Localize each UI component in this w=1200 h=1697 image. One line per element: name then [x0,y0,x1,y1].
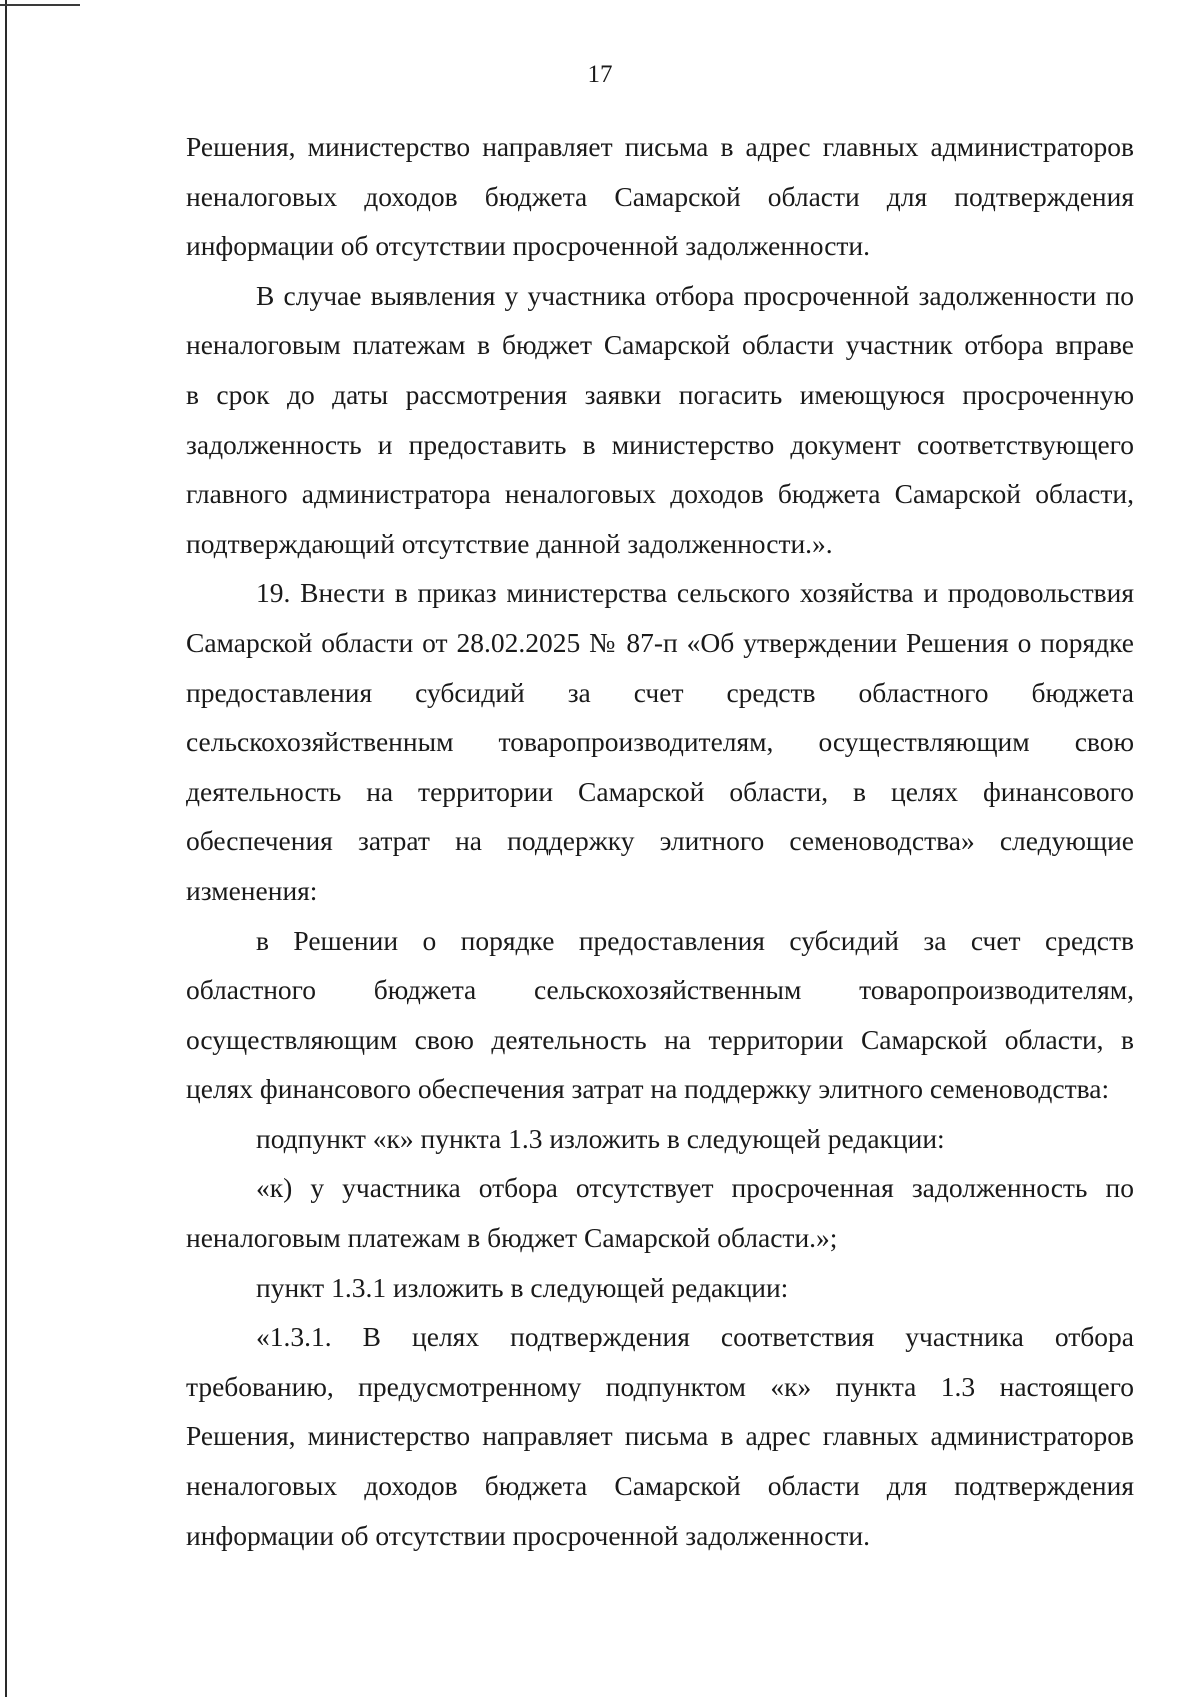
text-line: информации об отсутствии просроченной задолженности. [186,230,871,262]
text-line: предоставления субсидий за счет средств областного бюджета [186,676,1134,708]
text-line: изменения: [186,874,318,906]
text-line: осуществляющим свою деятельность на территории Самарской области, в [186,1023,1134,1055]
paragraph [186,1114,1134,1164]
text-line: неналоговых доходов бюджета Самарской области для подтверждения [186,180,1134,212]
scan-edge-top [0,4,80,6]
scan-edge-left [5,0,7,1697]
text-line: Решения, министерство направляет письма в адрес главных администраторов [186,1420,1134,1452]
paragraph [186,1263,1134,1313]
paragraph [186,916,1134,1114]
paragraph [186,271,1134,569]
text-line: в Решении о порядке предоставления субсидий за счет средств [256,924,1134,956]
text-line: деятельность на территории Самарской области, в целях финансового [186,775,1134,807]
text-line: обеспечения затрат на поддержку элитного семеноводства» следующие [186,825,1134,857]
document-body [186,122,1134,1560]
paragraph [186,1163,1134,1262]
text-line: задолженность и предоставить в министерство документ соответствующего [186,428,1134,460]
text-line: целях финансового обеспечения затрат на поддержку элитного семеноводства: [186,1073,1110,1105]
text-line: Самарской области от 28.02.2025 № 87-п «Об утверждении Решения о порядке [186,626,1134,658]
page-number: 17 [587,61,613,88]
text-line: пункт 1.3.1 изложить в следующей редакции: [256,1271,789,1303]
paragraph [186,1312,1134,1560]
paragraph [186,122,1134,271]
text-line: информации об отсутствии просроченной задолженности. [186,1519,871,1551]
text-line: неналоговым платежам в бюджет Самарской области.»; [186,1222,838,1254]
text-line: неналоговых доходов бюджета Самарской области для подтверждения [186,1470,1134,1502]
text-line: 19. Внести в приказ министерства сельского хозяйства и продовольствия [256,577,1134,609]
text-line: главного администратора неналоговых доходов бюджета Самарской области, [186,478,1134,510]
text-line: сельскохозяйственным товаропроизводителям, осуществляющим свою [186,726,1134,758]
text-line: подпункт «к» пункта 1.3 изложить в следующей редакции: [256,1122,945,1154]
text-line: в срок до даты рассмотрения заявки погасить имеющуюся просроченную [186,378,1134,410]
text-line: В случае выявления у участника отбора просроченной задолженности по [256,279,1134,311]
text-line: подтверждающий отсутствие данной задолженности.». [186,527,833,559]
text-line: «к) у участника отбора отсутствует просроченная задолженность по [256,1172,1134,1204]
text-line: неналоговым платежам в бюджет Самарской области участник отбора вправе [186,329,1134,361]
text-line: требованию, предусмотренному подпунктом «к» пункта 1.3 настоящего [186,1370,1134,1402]
text-line: Решения, министерство направляет письма в адрес главных администраторов [186,131,1134,162]
text-line: областного бюджета сельскохозяйственным товаропроизводителям, [186,974,1134,1006]
paragraph [186,568,1134,915]
text-line: «1.3.1. В целях подтверждения соответствия участника отбора [256,1321,1134,1353]
